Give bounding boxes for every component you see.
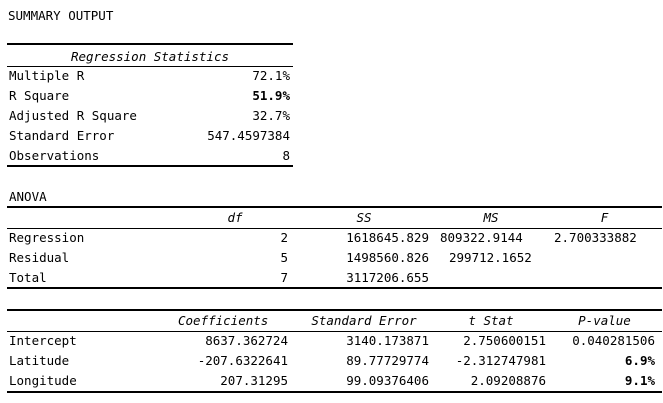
coef-value-longitude: 207.31295 xyxy=(220,373,288,388)
regstats-bottom-rule xyxy=(7,165,293,167)
stat-label-adjusted-r-square: Adjusted R Square xyxy=(9,108,137,123)
anova-bottom-rule xyxy=(7,287,662,289)
stat-value-observations: 8 xyxy=(282,148,290,163)
anova-df-total: 7 xyxy=(280,270,288,285)
coef-header-coefficients: Coefficients xyxy=(178,313,269,328)
anova-top-rule xyxy=(7,206,662,208)
stat-label-standard-error: Standard Error xyxy=(9,128,115,143)
coef-top-rule xyxy=(7,309,662,311)
anova-header-ss: SS xyxy=(356,210,372,225)
coef-value-intercept: 8637.362724 xyxy=(205,333,288,348)
coef-header-p-value: P-value xyxy=(578,313,631,328)
coef-label-intercept: Intercept xyxy=(9,333,77,348)
stat-value-standard-error: 547.4597384 xyxy=(207,128,290,143)
anova-ms-residual: 299712.1652 xyxy=(449,250,532,265)
anova-header-f: F xyxy=(600,210,609,225)
coef-se-intercept: 3140.173871 xyxy=(346,333,429,348)
anova-ms-regression: 809322.9144 xyxy=(440,230,523,245)
coef-header-standard-error: Standard Error xyxy=(311,313,417,328)
coef-p-longitude: 9.1% xyxy=(624,373,655,388)
anova-f-regression: 2.700333882 xyxy=(554,230,637,245)
anova-df-residual: 5 xyxy=(280,250,288,265)
regstats-header: Regression Statistics xyxy=(70,49,230,64)
coef-label-latitude: Latitude xyxy=(9,353,70,368)
anova-header-rule xyxy=(7,228,662,229)
anova-header-ms: MS xyxy=(483,210,499,225)
anova-label-residual: Residual xyxy=(9,250,70,265)
coef-value-latitude: -207.6322641 xyxy=(197,353,288,368)
summary-title: SUMMARY OUTPUT xyxy=(8,8,114,23)
stat-label-observations: Observations xyxy=(9,148,100,163)
anova-label-total: Total xyxy=(9,270,47,285)
anova-df-regression: 2 xyxy=(280,230,288,245)
anova-header-df: df xyxy=(227,210,243,225)
coef-se-longitude: 99.09376406 xyxy=(346,373,429,388)
coef-t-longitude: 2.09208876 xyxy=(470,373,546,388)
regstats-header-rule xyxy=(7,66,293,67)
coef-p-intercept: 0.040281506 xyxy=(572,333,655,348)
anova-label-regression: Regression xyxy=(9,230,85,245)
coef-bottom-rule xyxy=(7,391,662,393)
anova-title: ANOVA xyxy=(9,189,47,204)
coef-label-longitude: Longitude xyxy=(9,373,77,388)
coef-header-rule xyxy=(7,331,662,332)
coef-p-latitude: 6.9% xyxy=(624,353,655,368)
coef-se-latitude: 89.77729774 xyxy=(346,353,429,368)
stat-label-multiple-r: Multiple R xyxy=(9,68,85,83)
coef-t-latitude: -2.312747981 xyxy=(455,353,546,368)
coef-header-t-stat: t Stat xyxy=(468,313,514,328)
anova-ss-regression: 1618645.829 xyxy=(346,230,429,245)
anova-ss-total: 3117206.655 xyxy=(346,270,429,285)
stat-value-r-square: 51.9% xyxy=(252,88,290,103)
stat-value-adjusted-r-square: 32.7% xyxy=(252,108,290,123)
stat-value-multiple-r: 72.1% xyxy=(252,68,290,83)
coef-t-intercept: 2.750600151 xyxy=(463,333,546,348)
regstats-top-rule xyxy=(7,43,293,45)
anova-ss-residual: 1498560.826 xyxy=(346,250,429,265)
stat-label-r-square: R Square xyxy=(9,88,70,103)
